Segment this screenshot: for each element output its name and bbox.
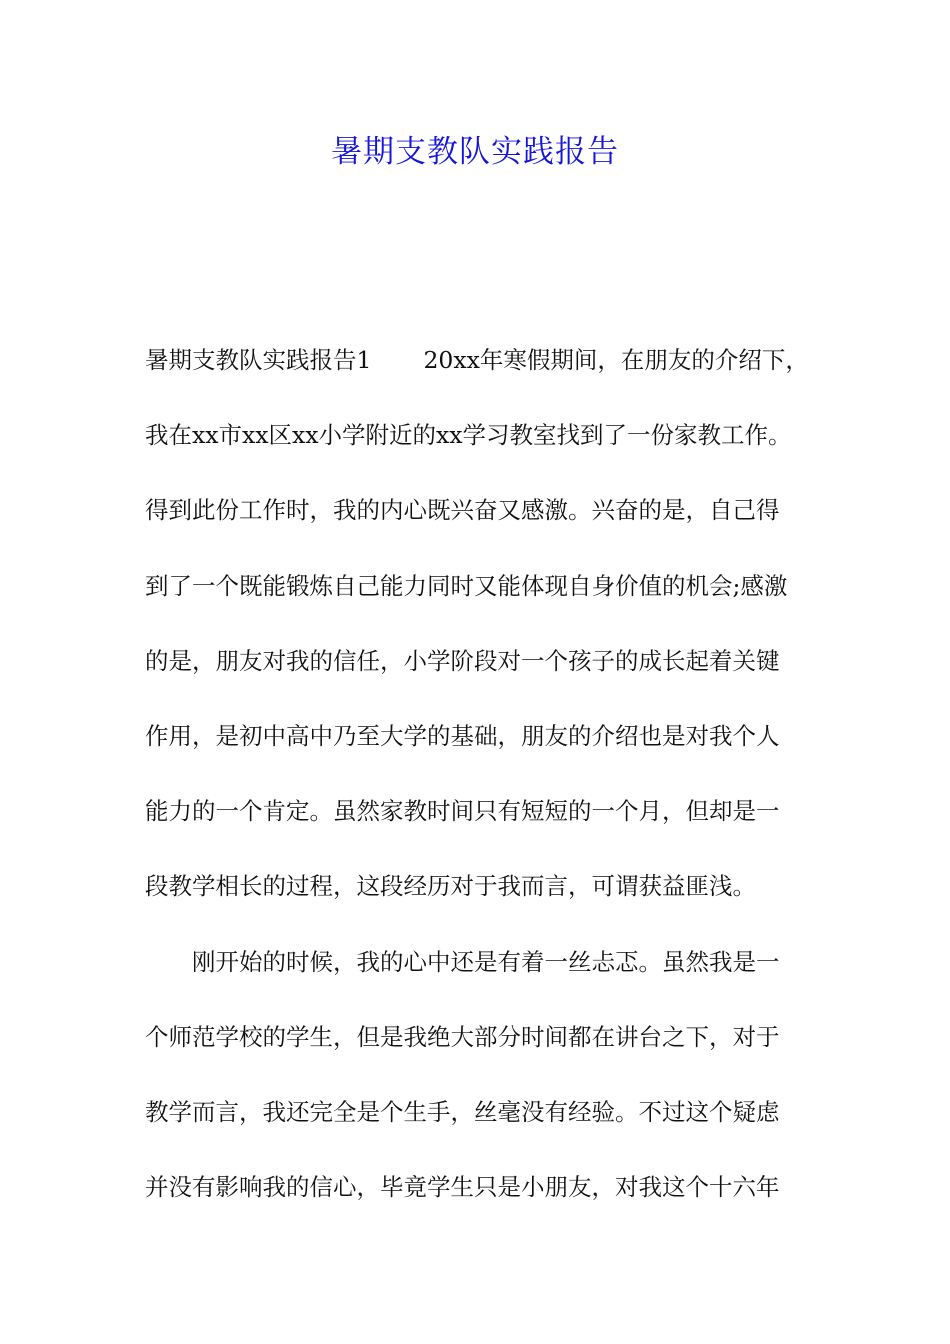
paragraph-line: 作用，是初中高中乃至大学的基础，朋友的介绍也是对我个人 [145, 721, 780, 750]
paragraph-line: 能力的一个肯定。虽然家教时间只有短短的一个月，但却是一 [145, 797, 780, 826]
document-body [145, 336, 813, 1238]
paragraph-line: 的是，朋友对我的信任，小学阶段对一个孩子的成长起着关键 [145, 646, 780, 675]
paragraph-line: 个师范学校的学生，但是我绝大部分时间都在讲台之下，对于 [145, 1022, 780, 1051]
paragraph-line [145, 336, 813, 411]
line-text: 20xx年寒假期间，在朋友的介绍下， [423, 346, 809, 374]
paragraph-line-indented: 刚开始的时候，我的心中还是有着一丝忐忑。虽然我是一 [192, 947, 780, 976]
paragraph-line: 我在xx市xx区xx小学附近的xx学习教室找到了一份家教工作。 [145, 421, 792, 450]
paragraph-line: 得到此份工作时，我的内心既兴奋又感激。兴奋的是，自己得 [145, 496, 780, 525]
document-title: 暑期支教队实践报告 [331, 134, 619, 170]
paragraph-line: 并没有影响我的信心，毕竟学生只是小朋友，对我这个十六年 [145, 1173, 780, 1202]
paragraph-line: 段教学相长的过程，这段经历对于我而言，可谓获益匪浅。 [145, 872, 756, 901]
paragraph-line: 教学而言，我还完全是个生手，丝毫没有经验。不过这个疑虑 [145, 1097, 780, 1126]
report-heading-inline: 暑期支教队实践报告1 [145, 346, 372, 374]
paragraph-line: 到了一个既能锻炼自己能力同时又能体现自身价值的机会;感激 [145, 571, 788, 600]
